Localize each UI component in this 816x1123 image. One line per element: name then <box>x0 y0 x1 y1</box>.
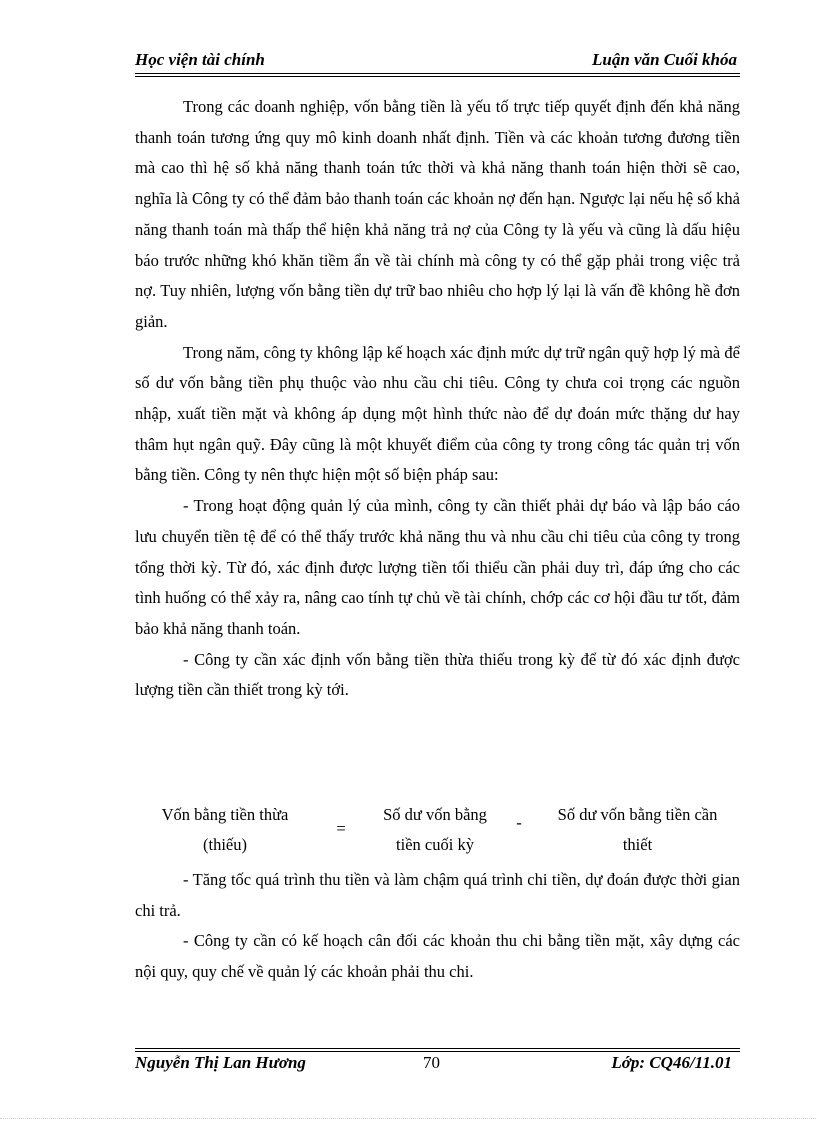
formula-right-line1: Số dư vốn bằng tiền cần <box>557 805 718 824</box>
footer-rule-top <box>135 1048 740 1049</box>
formula-equals: = <box>336 819 346 838</box>
header-rule-bottom <box>135 76 740 77</box>
after-formula-text <box>135 865 740 988</box>
formula-middle-line1: Số dư vốn bằng <box>383 805 487 824</box>
paragraph-3: - Trong hoạt động quản lý của mình, công ty cần thiết phải dự báo và lập báo cáo lưu chuyển tiền tệ để có thể thấy trước khả năng thu và nhu cầu chi tiêu của công ty trong tổng thời kỳ. Từ đó, xác định được lượng tiền tối thiểu cần phải duy trì, đáp ứng cho các tình huống có thể xảy ra, nâng cao tính tự chủ về tài chính, chớp các cơ hội đầu tư tốt, đảm bảo khả năng thanh toán. <box>135 496 740 638</box>
page-footer <box>135 1053 740 1077</box>
formula-minus: - <box>516 813 522 832</box>
formula-left-line1: Vốn bằng tiền thừa <box>161 805 289 824</box>
paragraph-2: Trong năm, công ty không lập kế hoạch xác định mức dự trữ ngân quỹ hợp lý mà để số dư vốn bằng tiền phụ thuộc vào nhu cầu chi tiêu. Công ty chưa coi trọng các nguồn nhập, xuất tiền mặt và không áp dụng một hình thức nào để dự đoán mức thặng dư hay thâm hụt ngân quỹ. Đây cũng là một khuyết điểm của công ty trong công tác quản trị vốn bằng tiền. Công ty nên thực hiện một số biện pháp sau: <box>135 342 740 485</box>
formula-left <box>135 800 315 860</box>
header-rule-top <box>135 73 740 74</box>
paragraph-5: - Tăng tốc quá trình thu tiền và làm chậm quá trình chi tiền, dự đoán được thời gian chi trả. <box>135 870 740 920</box>
paragraph-6: - Công ty cần có kế hoạch cân đối các khoản thu chi bằng tiền mặt, xây dựng các nội quy, quy chế về quản lý các khoản phải thu chi. <box>135 931 740 982</box>
paragraph-1: Trong các doanh nghiệp, vốn bằng tiền là yếu tố trực tiếp quyết định đến khả năng thanh toán tương ứng quy mô kinh doanh nhất định. Tiền và các khoản tương đương tiền mà cao thì hệ số khả năng thanh toán tức thời và khả năng thanh toán hiện thời sẽ cao, nghĩa là Công ty có thể đảm bảo thanh toán các khoản nợ đến hạn. Ngược lại nếu hệ số khả năng thanh toán mà thấp thể hiện khả năng trả nợ của Công ty là yếu và cũng là dấu hiệu báo trước những khó khăn tiềm ẩn về tài chính mà công ty có thể gặp phải trong việc trả nợ. Tuy nhiên, lượng vốn bằng tiền dự trữ bao nhiêu cho hợp lý lại là vấn đề không hề đơn giản. <box>135 97 740 331</box>
footer-rule-bottom <box>135 1051 740 1052</box>
header-institution: Học viện tài chính <box>135 50 265 69</box>
footer-class: Lớp: CQ46/11.01 <box>611 1053 732 1072</box>
formula-right-line2: thiết <box>622 835 653 854</box>
formula-middle-line2: tiền cuối kỳ <box>396 835 474 854</box>
formula-right <box>535 800 740 860</box>
footer-author: Nguyễn Thị Lan Hương <box>135 1053 306 1072</box>
formula-middle <box>355 800 515 860</box>
page-edge-divider <box>0 1118 816 1119</box>
page-number: 70 <box>423 1053 440 1072</box>
page-header <box>135 48 737 72</box>
formula-left-line2: (thiếu) <box>203 835 247 854</box>
body-text <box>135 92 740 706</box>
formula <box>135 800 740 862</box>
paragraph-4: - Công ty cần xác định vốn bằng tiền thừa thiếu trong kỳ để từ đó xác định được lượng tiền cần thiết trong kỳ tới. <box>135 649 740 700</box>
header-document-type: Luận văn Cuối khóa <box>591 50 737 69</box>
